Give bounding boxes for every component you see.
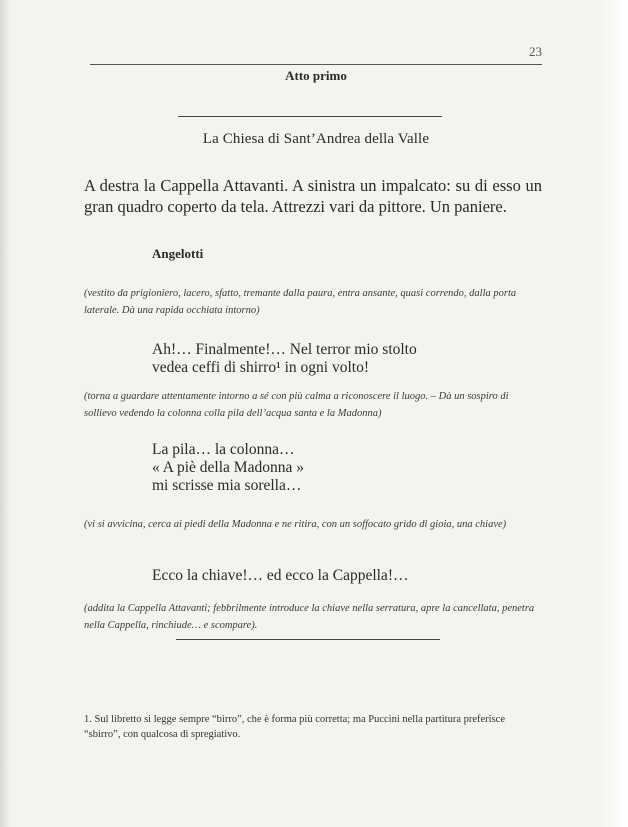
stage-direction: A destra la Cappella Attavanti. A sinistra un impalcato: su di esso un gran quadro coperto da tela. Attrezzi vari da pittore. Un paniere. [84, 176, 542, 216]
stage-direction-italic-3: (vi si avvicina, cerca ai piedi della Madonna e ne ritira, con un soffocato grido di gioia, una chiave) [84, 519, 507, 530]
scene-title: La Chiesa di Sant’Andrea della Valle [202, 131, 430, 147]
page-number: 23 [529, 44, 542, 59]
verse-line: Ah!… Finalmente!… Nel terror mio stolto [152, 341, 417, 358]
page-edge-shadow [0, 0, 10, 827]
stage-direction-italic-1: (vestito da prigioniero, lacero, sfatto, tremante dalla paura, entra ansante, quasi correndo, dalla porta laterale. Dà una rapida occhiata intorno) [84, 288, 517, 316]
character-name: Angelotti [152, 246, 204, 261]
verse-line: mi scrisse mia sorella… [152, 477, 302, 494]
verse-line: vedea ceffi di shirro¹ in ogni volto! [152, 359, 369, 376]
verse-block-2 [152, 441, 304, 495]
stage-direction-italic-4: (addita la Cappella Attavanti; febbrilmente introduce la chiave nella serratura, apre la cancellata, penetra nella Cappella, rinchiude… e scompare). [84, 603, 535, 631]
running-header: Atto primo [285, 68, 347, 83]
verse-block-1 [152, 341, 417, 377]
verse-line: Ecco la chiave!… ed ecco la Cappella!… [152, 567, 409, 584]
header-rule [90, 64, 542, 65]
verse-line: La pila… la colonna… [152, 441, 295, 458]
footnote: 1. Sul libretto si legge sempre “birro”, che è forma più corretta; ma Puccini nella partitura preferisce “sbirro”, con qualcosa di spregiativo. [84, 714, 505, 740]
verse-line: « A piè della Madonna » [152, 459, 304, 476]
divider-bottom [176, 639, 440, 640]
divider-top [178, 116, 442, 117]
page-edge-highlight [598, 0, 628, 827]
verse-block-3 [152, 567, 408, 585]
stage-direction-italic-2: (torna a guardare attentamente intorno a sé con più calma a riconoscere il luogo. – Dà un sospiro di sollievo vedendo la colonna colla pila dell’acqua santa e la Madonna) [84, 391, 509, 419]
